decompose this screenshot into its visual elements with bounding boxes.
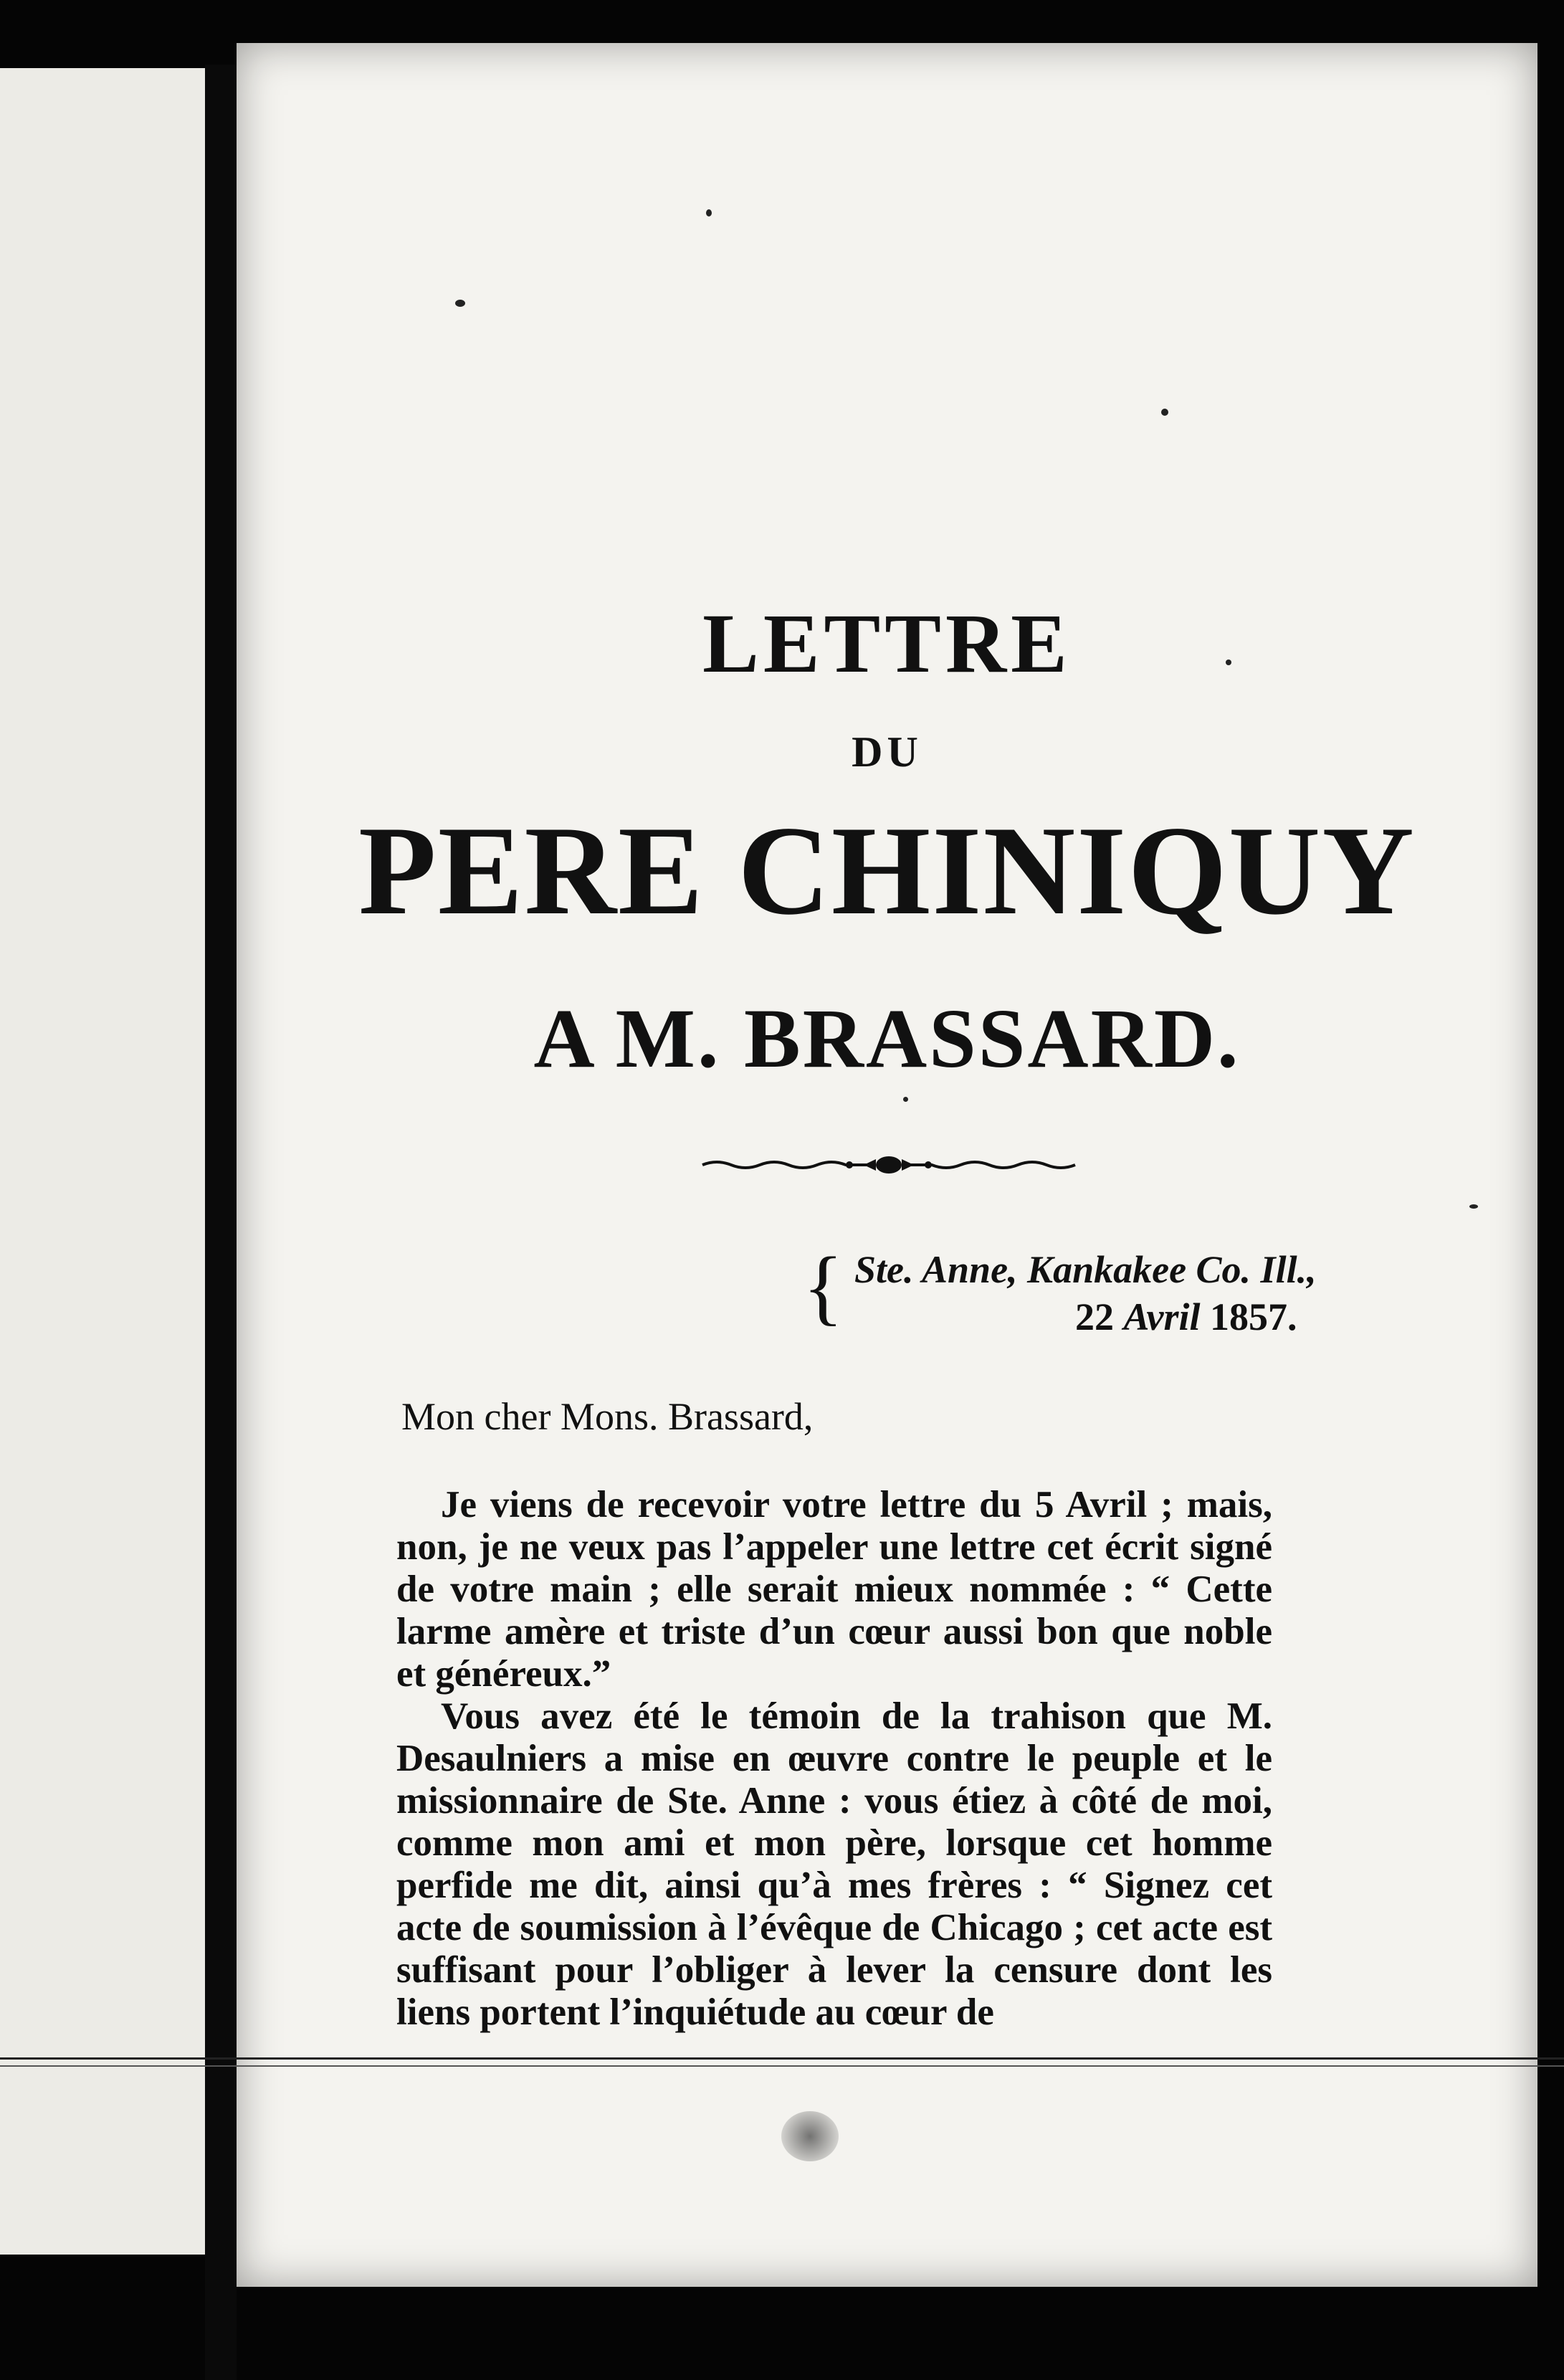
scan-smudge (781, 2111, 839, 2161)
date-day: 22 (1075, 1295, 1114, 1338)
scan-edge-line (0, 2057, 1564, 2067)
dateline-date (1075, 1295, 1297, 1339)
page-content (237, 43, 1537, 2287)
paragraph: Vous avez été le témoin de la trahison que M. Desaulniers a mise en œuvre contre le peuple et le missionnaire de Ste. Anne : vous étiez à côté de moi, comme mon ami et mon père, lorsque cet homme perfide me dit, ainsi qu’à mes frères : “ Signez cet acte de soumission à l’évêque de Chicago ; cet acte est suffisant pour l’obliger à lever la censure dont les liens portent l’inquiétude au cœur de (396, 1695, 1272, 2033)
brace-icon: { (803, 1239, 844, 1333)
date-year: 1857. (1210, 1295, 1297, 1338)
letter-body (396, 1484, 1272, 2034)
ink-speck (1469, 1204, 1478, 1209)
ink-speck (1161, 409, 1168, 416)
author-name: PERE CHINIQUY (358, 799, 1416, 941)
dateline-place: Ste. Anne, Kankakee Co. Ill., (854, 1248, 1317, 1291)
ink-speck (1226, 660, 1231, 665)
ornament-divider-icon (695, 1151, 1082, 1179)
recipient-line: A M. BRASSARD. (533, 991, 1241, 1085)
title-page (237, 43, 1537, 2287)
facing-page-edge (0, 68, 205, 2255)
book-gutter (205, 65, 237, 2380)
ink-speck (706, 209, 712, 216)
ink-speck (903, 1097, 908, 1102)
document-title: LETTRE (702, 596, 1072, 690)
title-preposition: DU (852, 728, 922, 776)
paragraph: Je viens de recevoir votre lettre du 5 Avril ; mais, non, je ne veux pas l’appeler une lettre cet écrit signé de votre main ; elle serait mieux nommée : “ Cette larme amère et triste d’un cœur aussi bon que noble et généreux.” (396, 1484, 1272, 1695)
salutation: Mon cher Mons. Brassard, (401, 1395, 814, 1438)
date-month: Avril (1123, 1295, 1201, 1338)
ink-speck (455, 300, 465, 307)
